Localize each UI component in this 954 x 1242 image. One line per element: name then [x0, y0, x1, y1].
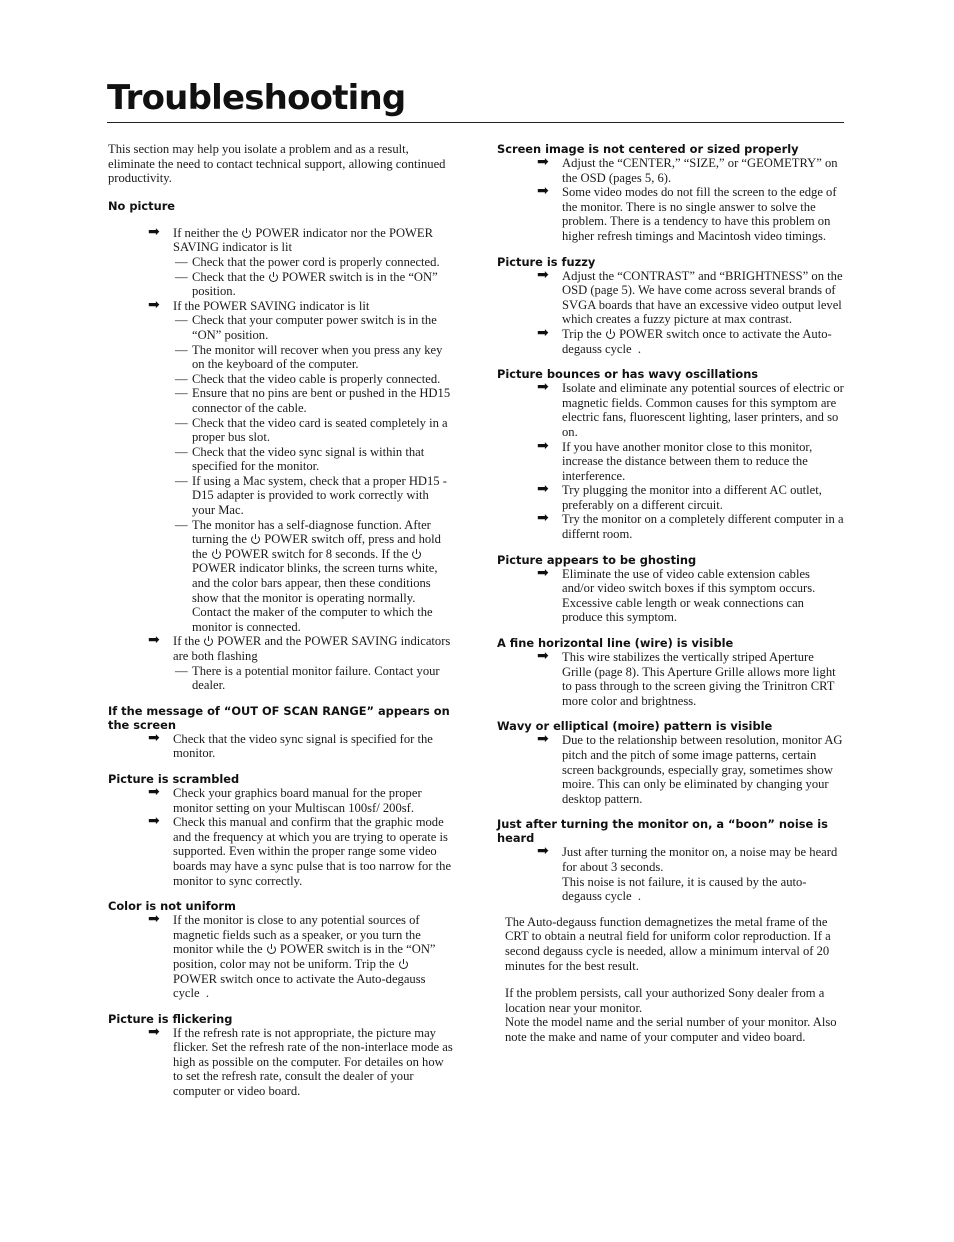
bullet-text: Check this manual and confirm that the graphic mode and the frequency at which you are trying to operate is supported. Even within the proper range some video boards may have a sync pulse that is too narrow for the monitor to sync correctly.: [173, 815, 452, 888]
section-heading: Color is not uniform: [108, 899, 236, 914]
section-out-of-scan: [108, 704, 454, 761]
bullet-text: If neither the POWER indicator nor the POWER SAVING indicator is lit: [173, 225, 434, 255]
bullet-item: [497, 381, 844, 439]
section-color: [108, 899, 454, 1001]
sub-item: [108, 270, 454, 299]
bullet-item: [497, 437, 844, 484]
section-fuzzy: [497, 255, 844, 357]
sub-text: Check that the power cord is properly connected.: [192, 254, 440, 269]
bullet-text: Trip the POWER switch once to activate the Auto-degauss cycle .: [562, 326, 832, 356]
section-heading: Picture is scrambled: [108, 771, 240, 786]
bullet-item: [497, 324, 844, 356]
bullet-text: Due to the relationship between resolution, monitor AG pitch and the pitch of some image patterns, certain screen backgrounds, especially gray, sometimes show moire. This can only be eliminated by changing your desktop pattern.: [562, 733, 843, 806]
right-arrow-icon: ➡: [148, 296, 160, 313]
sub-text: Ensure that no pins are bent or pushed in the HD15 connector of the cable.: [192, 386, 451, 415]
power-icon: [399, 959, 408, 969]
bullet-item: [497, 845, 844, 874]
bullet-item: [108, 913, 454, 1001]
sub-text: If using a Mac system, check that a proper HD15 - D15 adapter is provided to work correctly with your Mac.: [192, 473, 447, 518]
sub-item: [108, 386, 454, 415]
bullet-text: If you have another monitor close to this monitor, increase the distance between them to reduce the interference.: [562, 439, 813, 483]
section-flicker: [108, 1012, 454, 1099]
power-icon: [267, 944, 276, 954]
bullet-text: Some video modes do not fill the screen to the edge of the monitor. There is no single answer to solve the problem. There is a tendency to have this problem on higher refresh timings and Macintosh video timings.: [562, 185, 837, 243]
right-arrow-icon: ➡: [537, 154, 549, 170]
bullet-item: [497, 512, 844, 541]
bullet-text: This wire stabilizes the vertically striped Aperture Grille (page 8). This Aperture Grille allows more light to pass through to the screen giving the Trinitron CRT more color and brightness.: [562, 650, 836, 708]
right-arrow-icon: ➡: [537, 510, 549, 527]
right-arrow-icon: ➡: [537, 437, 549, 454]
bullet-item: [108, 634, 454, 663]
section-bounces: [497, 367, 844, 542]
sub-item: [108, 416, 454, 445]
sub-text: Check that your computer power switch is in the “ON” position.: [192, 313, 437, 342]
bullet-text: If the monitor is close to any potential sources of magnetic fields such as a speaker, or you turn the monitor while the POWER switch is in the “ON” position, color may not be uniform. Trip the POWER switch once to activate the Auto-degauss cycle .: [173, 913, 436, 1001]
right-arrow-icon: ➡: [537, 564, 549, 581]
bullet-text: If the refresh rate is not appropriate, the picture may flicker. Set the refresh rate of the non-interlace mode as high as possible on the computer. For detailes on how to set the refresh rate, consult the dealer of your computer or video board.: [173, 1025, 453, 1099]
section-heading: No picture: [108, 198, 176, 213]
extra-text: This noise is not failure, it is caused by the auto-degauss cycle .: [562, 874, 807, 904]
bullet-item: [497, 483, 844, 512]
sub-item: [108, 255, 454, 270]
section-heading: Picture is flickering: [108, 1011, 233, 1026]
section-centered: [497, 142, 844, 244]
power-icon: [251, 534, 260, 544]
bullet-text: Check that the video sync signal is specified for the monitor.: [173, 731, 433, 761]
section-heading: Wavy or elliptical (moire) pattern is visible: [497, 719, 773, 734]
right-arrow-icon: ➡: [148, 911, 160, 928]
dash-mark: —: [175, 313, 188, 328]
bullet-text: Isolate and eliminate any potential sources of electric or magnetic fields. Common causes for this symptom are electric fans, fluorescent lighting, laser printers, and so on.: [562, 381, 844, 439]
dash-mark: —: [175, 444, 188, 459]
bullet-item: [497, 185, 844, 243]
section-heading: Picture bounces or has wavy oscillations: [497, 367, 759, 382]
dash-mark: —: [175, 415, 188, 430]
bullet-item: [108, 1023, 454, 1099]
section-boon: [497, 817, 844, 903]
bullet-item: [108, 223, 454, 255]
sub-text: The monitor has a self-diagnose function. After turning the POWER switch off, press and hold the POWER switch for 8 seconds. If the POWER indicator blinks, the screen turns white, and the color bars appear, then these conditions show that the monitor is operating normally. Contact the maker of the computer to which the monitor is connected.: [192, 517, 441, 634]
section-no-picture: [108, 199, 454, 693]
right-arrow-icon: ➡: [148, 1023, 160, 1040]
sub-item: [108, 372, 454, 387]
right-arrow-icon: ➡: [148, 729, 160, 746]
right-arrow-icon: ➡: [537, 648, 549, 665]
sub-item: [108, 518, 454, 635]
sub-item: [108, 343, 454, 372]
section-heading: A fine horizontal line (wire) is visible: [497, 636, 734, 651]
section-moire: [497, 719, 844, 806]
right-arrow-icon: ➡: [148, 223, 160, 240]
right-arrow-icon: ➡: [537, 183, 549, 200]
right-arrow-icon: ➡: [537, 266, 549, 283]
bullet-text: Adjust the “CONTRAST” and “BRIGHTNESS” on the OSD (page 5). We have come across several brands of SVGA boards that have an excessive video output level which creates a fuzzy picture at max contrast.: [562, 268, 843, 327]
dash-mark: —: [175, 342, 188, 357]
persist-note-2: Note the model name and the serial number of your monitor. Also note the make and name of your computer and video board.: [505, 1015, 837, 1044]
persist-note-1: If the problem persists, call your authorized Sony dealer from a location near your monitor.: [505, 986, 825, 1015]
section-heading: Just after turning the monitor on, a “boon” noise is heard: [497, 817, 828, 846]
bullet-item: [497, 650, 844, 708]
power-icon: [269, 272, 278, 282]
sub-text: Check that the video cable is properly connected.: [192, 371, 441, 386]
sub-text: Check that the video sync signal is within that specified for the monitor.: [192, 444, 425, 474]
right-arrow-icon: ➡: [148, 783, 160, 800]
bullet-text: Eliminate the use of video cable extension cables and/or video switch boxes if this symptom occurs. Excessive cable length or weak connections can produce this symptom.: [562, 566, 816, 625]
bullet-text: Check your graphics board manual for the proper monitor setting on your Multiscan 100sf/ 200sf.: [173, 785, 422, 815]
power-icon: [242, 228, 251, 238]
right-arrow-icon: ➡: [148, 632, 160, 649]
dash-mark: —: [175, 386, 188, 401]
bullet-item: [497, 564, 844, 625]
right-arrow-icon: ➡: [537, 379, 549, 396]
right-arrow-icon: ➡: [537, 324, 549, 341]
sub-text: Check that the video card is seated completely in a proper bus slot.: [192, 415, 448, 445]
bullet-text: Just after turning the monitor on, a noise may be heard for about 3 seconds.: [562, 845, 838, 874]
sub-text: There is a potential monitor failure. Contact your dealer.: [192, 663, 440, 693]
bullet-text: Try the monitor on a completely different computer in a differnt room.: [562, 512, 844, 542]
section-heading: Picture is fuzzy: [497, 254, 596, 269]
dash-mark: —: [175, 371, 188, 386]
right-arrow-icon: ➡: [148, 813, 160, 830]
bullet-item: [108, 729, 454, 761]
dash-mark: —: [175, 517, 188, 532]
bullet-item: [108, 783, 454, 815]
power-icon: [606, 329, 615, 339]
sub-item: [108, 445, 454, 474]
left-column: [108, 142, 454, 1110]
right-arrow-icon: ➡: [537, 731, 549, 748]
bullet-item: [497, 266, 844, 327]
bullet-text: Try plugging the monitor into a different AC outlet, preferably on a different circuit.: [562, 483, 822, 512]
bullet-item: [497, 733, 844, 806]
bullet-text: Adjust the “CENTER,” “SIZE,” or “GEOMETRY” on the OSD (pages 5, 6).: [562, 156, 838, 185]
notes-block: [497, 915, 844, 1045]
dash-mark: —: [175, 473, 188, 488]
title-rule: [107, 122, 844, 123]
sub-text: The monitor will recover when you press any key on the keyboard of the computer.: [192, 342, 443, 372]
bullet-text: If the POWER and the POWER SAVING indicators are both flashing: [173, 634, 451, 663]
dash-mark: —: [175, 269, 188, 284]
bullet-text: If the POWER SAVING indicator is lit: [173, 298, 370, 313]
sub-text: Check that the POWER switch is in the “ON” position.: [192, 269, 438, 299]
bullet-item: [497, 156, 844, 185]
section-heading: Screen image is not centered or sized properly: [497, 142, 799, 156]
right-arrow-icon: ➡: [537, 481, 549, 498]
bullet-item: [108, 296, 454, 314]
sub-item: [108, 474, 454, 518]
sub-item: [108, 664, 454, 693]
right-arrow-icon: ➡: [537, 843, 549, 860]
power-icon: [204, 636, 213, 646]
section-ghosting: [497, 553, 844, 625]
bullet-item: [108, 815, 454, 888]
section-wire: [497, 636, 844, 708]
section-heading: Picture appears to be ghosting: [497, 552, 697, 567]
dash-mark: —: [175, 663, 188, 678]
power-icon: [412, 549, 421, 559]
power-icon: [212, 549, 221, 559]
right-column: [497, 142, 844, 1045]
section-heading: If the message of “OUT OF SCAN RANGE” appears on the screen: [108, 703, 450, 732]
sub-item: [108, 313, 454, 342]
intro-text: This section may help you isolate a problem and as a result, eliminate the need to contact technical support, allowing continued productivity.: [108, 142, 446, 186]
page-title: Troubleshooting: [107, 78, 406, 118]
dash-mark: —: [175, 254, 188, 269]
section-scrambled: [108, 772, 454, 888]
degauss-note: The Auto-degauss function demagnetizes the metal frame of the CRT to obtain a neutral field for uniform color reproduction. If a second degauss cycle is needed, allow a minimum interval of 20 minutes for the best result.: [505, 914, 831, 973]
